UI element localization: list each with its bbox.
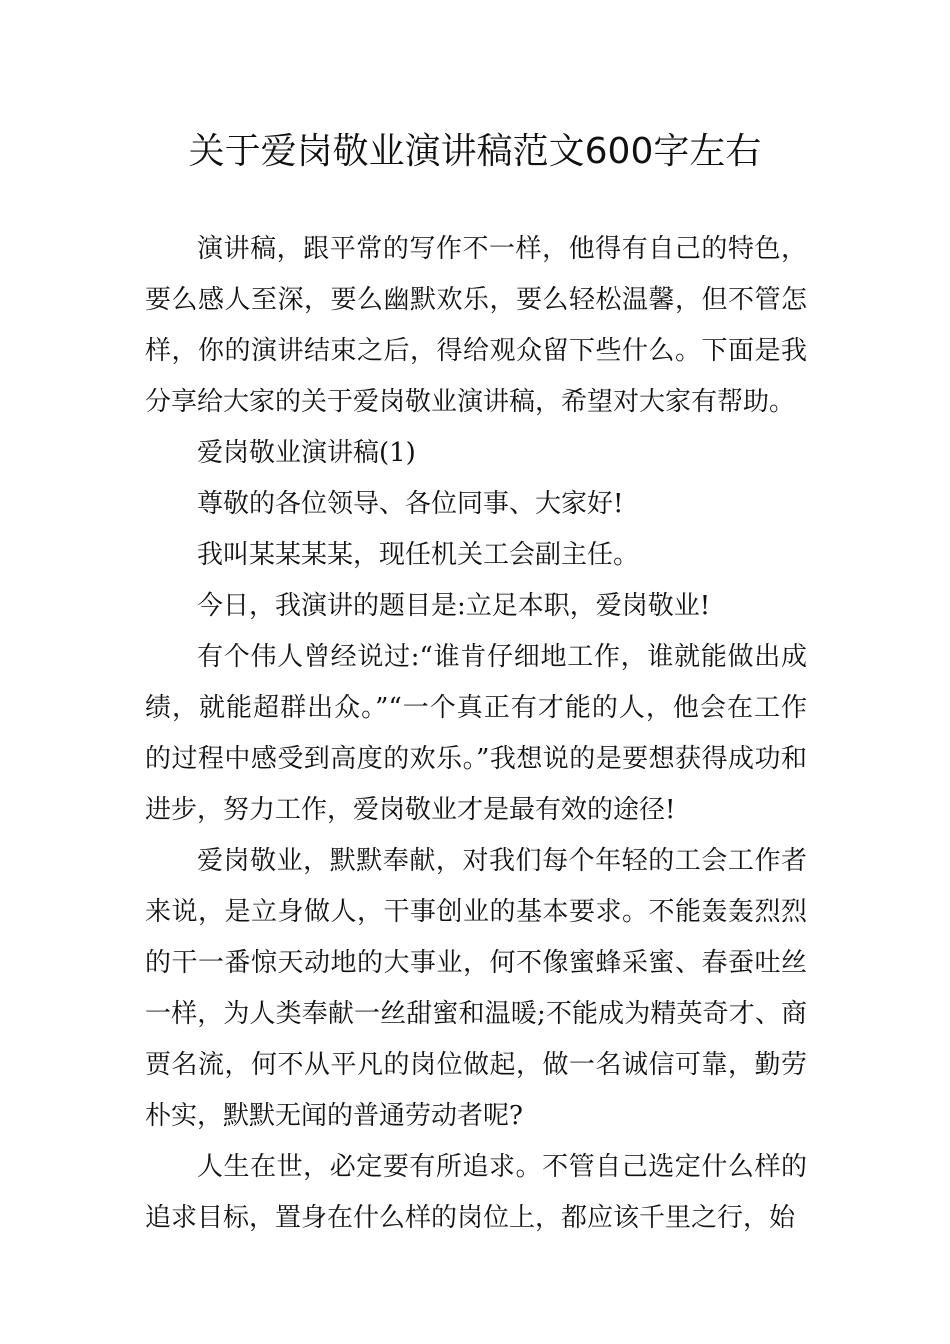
paragraph-greeting: 尊敬的各位领导、各位同事、大家好! [197,489,624,519]
paragraph-speech-heading: 爱岗敬业演讲稿(1) [197,438,416,468]
paragraph-topic: 今日，我演讲的题目是:立足本职，爱岗敬业! [197,591,711,621]
paragraph-intro: 演讲稿，跟平常的写作不一样，他得有自己的特色，要么感人至深，要么幽默欢乐，要么轻松温馨，但不管怎样，你的演讲结束之后，得给观众留下些什么。下面是我分享给大家的关于爱岗敬业演讲稿，希望对大家有帮助。 [145,234,807,417]
paragraph-self-intro: 我叫某某某某，现任机关工会副主任。 [197,540,640,570]
paragraph-quote: 有个伟人曾经说过:“谁肯仔细地工作，谁就能做出成绩，就能超群出众。”“一个真正有才能的人，他会在工作的过程中感受到高度的欢乐。”我想说的是要想获得成功和进步，努力工作，爱岗敬业才是最有效的途径! [145,642,807,825]
paragraph-pursuit: 人生在世，必定要有所追求。不管自己选定什么样的追求目标，置身在什么样的岗位上，都应该千里之行，始 [145,1152,807,1233]
paragraph-dedication: 爱岗敬业，默默奉献，对我们每个年轻的工会工作者来说，是立身做人，干事创业的基本要求。不能轰轰烈烈的干一番惊天动地的大事业，何不像蜜蜂采蜜、春蚕吐丝一样，为人类奉献一丝甜蜜和温暖;不能成为精英奇才、商贾名流，何不从平凡的岗位做起，做一名诚信可靠，勤劳朴实，默默无闻的普通劳动者呢? [145,846,807,1131]
document-title: 关于爱岗敬业演讲稿范文600字左右 [188,131,762,172]
document-body [145,224,807,1244]
